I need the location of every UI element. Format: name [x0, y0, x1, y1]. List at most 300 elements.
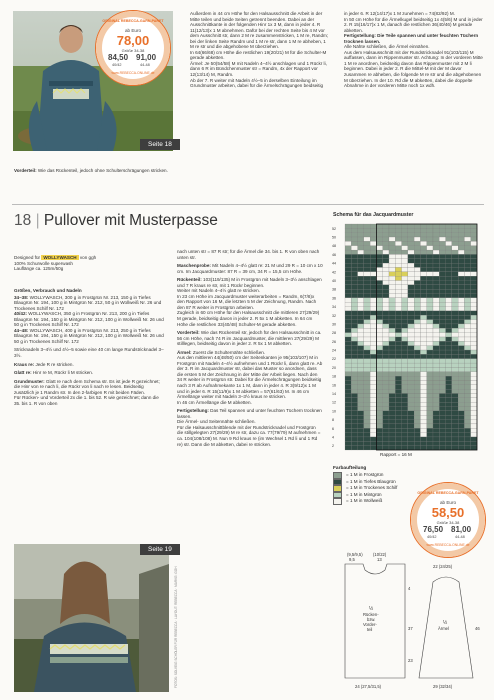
chart-cell	[446, 272, 452, 276]
chart-cell	[427, 246, 433, 250]
chart-cell	[471, 359, 477, 363]
chart-cell	[471, 389, 477, 393]
chart-cell	[389, 337, 395, 341]
chart-cell	[370, 224, 376, 228]
chart-cell	[364, 437, 370, 441]
chart-cell	[408, 298, 414, 302]
chart-cell	[471, 398, 477, 402]
chart-cell	[395, 437, 401, 441]
chart-cell	[351, 328, 357, 332]
chart-cell	[446, 250, 452, 254]
chart-cell	[420, 433, 426, 437]
chart-cell	[433, 411, 439, 415]
para: 34–38: WOLLYWASCH, 300 g in Frostgrün Nr. 213, 150 g in Tiefes Blaugrün Nr. 194, 100 g in Mintgrün Nr. 212, 50 g in Wollweiß Nr. 26 und Trockenes Schilf Nr. 172	[14, 294, 162, 311]
chart-cell	[383, 233, 389, 237]
chart-cell	[345, 337, 351, 341]
chart-cell	[408, 263, 414, 267]
dim-text: 23	[408, 658, 413, 663]
chart-cell	[370, 294, 376, 298]
chart-cell	[351, 341, 357, 345]
chart-cell	[439, 241, 445, 245]
chart-cell	[471, 233, 477, 237]
chart-cell	[408, 302, 414, 306]
chart-cell	[376, 385, 382, 389]
chart-cell	[458, 407, 464, 411]
chart-cell	[452, 367, 458, 371]
chart-cell	[358, 428, 364, 432]
chart-cell	[402, 298, 408, 302]
chart-cell	[389, 328, 395, 332]
chart-cell	[383, 289, 389, 293]
chart-cell	[345, 385, 351, 389]
chart-cell	[433, 394, 439, 398]
chart-cell	[408, 250, 414, 254]
para: Größen, Verbrauch und Nadeln	[14, 288, 82, 293]
chart-cell	[402, 233, 408, 237]
left-instructions	[14, 288, 165, 406]
chart-cell	[376, 302, 382, 306]
chart-cell	[395, 294, 401, 298]
chart-cell	[389, 289, 395, 293]
chart-cell	[389, 263, 395, 267]
chart-cell	[471, 350, 477, 354]
chart-cell	[433, 341, 439, 345]
chart-cell	[420, 324, 426, 328]
dim-text: 29 (32/34)	[433, 684, 453, 689]
chart-cell	[351, 389, 357, 393]
chart-cell	[439, 307, 445, 311]
pattern-title-text: Pullover mit Musterpasse	[43, 212, 218, 229]
chart-cell	[351, 311, 357, 315]
chart-cell	[351, 385, 357, 389]
chart-cell	[420, 446, 426, 450]
chart-cell	[395, 237, 401, 241]
chart-cell	[376, 446, 382, 450]
chart-cell	[389, 389, 395, 393]
chart-cell	[452, 224, 458, 228]
chart-cell	[364, 341, 370, 345]
chart-cell	[395, 441, 401, 445]
chart-cell	[464, 237, 470, 241]
chart-cell	[351, 376, 357, 380]
chart-cell	[364, 285, 370, 289]
chart-cell	[370, 246, 376, 250]
chart-cell	[351, 380, 357, 384]
chart-cell	[439, 359, 445, 363]
chart-cell	[364, 311, 370, 315]
col3-para: Fertigstellung: Die Teile spannen und unter feuchten Tüchern trocknen lassen.	[344, 33, 479, 44]
chart-cell	[402, 437, 408, 441]
chart-cell	[389, 324, 395, 328]
chart-cell	[439, 237, 445, 241]
chart-cell	[402, 324, 408, 328]
chart-cell	[383, 433, 389, 437]
chart-cell	[358, 324, 364, 328]
chart-cell	[427, 241, 433, 245]
chart-cell	[471, 254, 477, 258]
chart-cell	[408, 376, 414, 380]
chart-cell	[364, 367, 370, 371]
chart-cell	[414, 402, 420, 406]
para: Fertigstellung: Das Teil spannen und unter feuchten Tüchern trocknen lassen.	[177, 408, 322, 419]
chart-cell	[471, 437, 477, 441]
chart-cell	[395, 276, 401, 280]
chart-cell	[383, 333, 389, 337]
chart-cell	[439, 267, 445, 271]
chart-cell	[439, 407, 445, 411]
chart-cell	[345, 428, 351, 432]
chart-cell	[395, 446, 401, 450]
chart-cell	[402, 246, 408, 250]
chart-cell	[389, 372, 395, 376]
chart-cell	[433, 320, 439, 324]
chart-cell	[408, 415, 414, 419]
chart-cell	[420, 415, 426, 419]
chart-cell	[370, 411, 376, 415]
chart-cell	[370, 276, 376, 280]
chart-cell	[364, 315, 370, 319]
chart-cell	[471, 424, 477, 428]
chart-cell	[446, 420, 452, 424]
chart-cell	[464, 337, 470, 341]
chart-cell	[464, 281, 470, 285]
chart-cell	[420, 311, 426, 315]
chart-cell	[364, 411, 370, 415]
chart-cell	[414, 307, 420, 311]
chart-cell	[395, 233, 401, 237]
chart-cell	[376, 437, 382, 441]
chart-cell	[389, 411, 395, 415]
chart-cell	[389, 350, 395, 354]
chart-cell	[376, 259, 382, 263]
chart-row-label: 2	[332, 444, 334, 449]
chart-cell	[464, 320, 470, 324]
chart-cell	[420, 289, 426, 293]
chart-cell	[471, 315, 477, 319]
chart-cell	[414, 281, 420, 285]
chart-cell	[351, 307, 357, 311]
chart-cell	[414, 354, 420, 358]
chart-row-label: 24	[332, 348, 336, 353]
chart-cell	[389, 224, 395, 228]
chart-cell	[402, 350, 408, 354]
chart-cell	[351, 289, 357, 293]
chart-cell	[433, 376, 439, 380]
chart-cell	[351, 298, 357, 302]
chart-cell	[402, 237, 408, 241]
chart-cell	[446, 328, 452, 332]
chart-cell	[345, 250, 351, 254]
chart-cell	[427, 372, 433, 376]
chart-cell	[458, 359, 464, 363]
chart-cell	[439, 420, 445, 424]
chart-cell	[414, 420, 420, 424]
chart-cell	[358, 441, 364, 445]
chart-row-label: 40	[332, 279, 336, 283]
chart-cell	[358, 272, 364, 276]
chart-cell	[464, 350, 470, 354]
chart-cell	[351, 267, 357, 271]
chart-cell	[345, 341, 351, 345]
chart-cell	[376, 246, 382, 250]
chart-cell	[414, 224, 420, 228]
chart-cell	[383, 285, 389, 289]
chart-cell	[427, 441, 433, 445]
chart-cell	[402, 354, 408, 358]
chart-cell	[395, 394, 401, 398]
chart-cell	[370, 441, 376, 445]
chart-cell	[364, 407, 370, 411]
chart-cell	[383, 402, 389, 406]
chart-cell	[452, 441, 458, 445]
para: Stricknadeln 3–4½ und 4½–5 sowie eine 40 cm lange Rundstricknadel 3–3½.	[14, 347, 164, 359]
chart-cell	[358, 341, 364, 345]
chart-cell	[464, 389, 470, 393]
chart-cell	[345, 254, 351, 258]
chart-cell	[402, 267, 408, 271]
chart-cell	[427, 289, 433, 293]
chart-cell	[383, 307, 389, 311]
chart-cell	[464, 307, 470, 311]
chart-cell	[402, 407, 408, 411]
chart-cell	[439, 437, 445, 441]
badge-size-2: 40/42	[112, 63, 122, 67]
chart-cell	[452, 359, 458, 363]
chart-cell	[345, 376, 351, 380]
chart-cell	[364, 424, 370, 428]
chart-cell	[345, 437, 351, 441]
chart-cell	[458, 433, 464, 437]
chart-cell	[358, 267, 364, 271]
chart-cell	[446, 372, 452, 376]
chart-cell	[446, 441, 452, 445]
col2-para: Ab der 7. R weiter mit Nadeln 4½–5 in derselben Einteilung im Grundmuster arbeiten, dabei für die Ärmelschrägungen beidseitig	[190, 77, 324, 89]
chart-cell	[446, 398, 452, 402]
chart-cell	[389, 359, 395, 363]
chart-cell	[370, 350, 376, 354]
chart-cell	[420, 333, 426, 337]
chart-cell	[433, 276, 439, 280]
chart-row-label: 14	[332, 392, 336, 396]
chart-cell	[402, 359, 408, 363]
para: Grundmuster: Glatt re nach dem Schema str. Es ist jede R gezeichnet; die Hinr von re nach li, die Rückr von li nach re lesen. Beidseitig zusätzlich je 1 Randm str. In den 2-farbigen R mit beiden Fäden.	[14, 378, 160, 395]
chart-cell	[376, 228, 382, 232]
chart-cell	[345, 281, 351, 285]
chart-cell	[408, 254, 414, 258]
chart-cell	[389, 380, 395, 384]
chart-cell	[383, 298, 389, 302]
chart-cell	[376, 294, 382, 298]
chart-cell	[433, 324, 439, 328]
chart-cell	[458, 307, 464, 311]
chart-cell	[408, 328, 414, 332]
chart-cell	[471, 294, 477, 298]
chart-cell	[458, 272, 464, 276]
para: Kraus re: Jede R re stricken.	[14, 361, 74, 367]
chart-cell	[358, 394, 364, 398]
model-photo-bottom	[14, 544, 169, 692]
chart-cell	[452, 341, 458, 345]
chart-cell	[364, 337, 370, 341]
chart-cell	[439, 363, 445, 367]
chart-cell	[364, 389, 370, 393]
para: Vorderteil: Wie das Rückenteil str, jedoch für den Halsausschnitt in ca. 56 cm Höhe, nach 74 R im Jacquardmuster, die mittleren 27(29/29) M stilllegen, beidseitig davon in jeder 2. R 5x 1 M abketten.	[177, 330, 322, 347]
chart-cell	[345, 320, 351, 324]
chart-cell	[402, 294, 408, 298]
chart-cell	[408, 241, 414, 245]
chart-cell	[458, 402, 464, 406]
chart-cell	[414, 324, 420, 328]
chart-cell	[414, 311, 420, 315]
chart-cell	[351, 354, 357, 358]
chart-cell	[427, 320, 433, 324]
chart-cell	[395, 224, 401, 228]
chart-cell	[364, 281, 370, 285]
chart-cell	[358, 407, 364, 411]
chart-cell	[383, 263, 389, 267]
chart-row-label: 22	[332, 357, 336, 362]
chart-cell	[446, 411, 452, 415]
chart-cell	[452, 289, 458, 293]
chart-cell	[446, 289, 452, 293]
chart-cell	[383, 446, 389, 450]
chart-cell	[458, 398, 464, 402]
chart-cell	[345, 398, 351, 402]
chart-cell	[414, 441, 420, 445]
chart-cell	[427, 446, 433, 450]
chart-cell	[452, 433, 458, 437]
chart-cell	[370, 420, 376, 424]
chart-row-label: 48	[332, 244, 336, 249]
chart-cell	[458, 415, 464, 419]
chart-cell	[383, 241, 389, 245]
chart-cell	[458, 298, 464, 302]
chart-cell	[402, 224, 408, 228]
chart-cell	[389, 228, 395, 232]
chart-row-label: 8	[332, 418, 334, 423]
chart-cell	[345, 285, 351, 289]
chart-cell	[427, 415, 433, 419]
chart-cell	[383, 276, 389, 280]
chart-cell	[389, 428, 395, 432]
chart-cell	[395, 307, 401, 311]
chart-cell	[395, 311, 401, 315]
chart-cell	[433, 294, 439, 298]
chart-cell	[376, 267, 382, 271]
chart-cell	[370, 272, 376, 276]
legend-item: = 1 M in Trockenes Schilf	[333, 485, 453, 492]
chart-cell	[383, 294, 389, 298]
chart-cell	[389, 259, 395, 263]
chart-row-label: 36	[332, 296, 336, 301]
chart-cell	[439, 281, 445, 285]
chart-cell	[345, 263, 351, 267]
chart-cell	[376, 363, 382, 367]
chart-cell	[364, 224, 370, 228]
chart-cell	[364, 402, 370, 406]
chart-cell	[458, 263, 464, 267]
chart-cell	[452, 254, 458, 258]
chart-cell	[464, 415, 470, 419]
chart-row-label: 42	[332, 270, 336, 275]
chart-cell	[364, 363, 370, 367]
chart-cell	[408, 320, 414, 324]
chart-cell	[345, 333, 351, 337]
chart-cell	[439, 259, 445, 263]
dim-text: Vorder-	[363, 622, 377, 627]
chart-cell	[358, 437, 364, 441]
chart-cell	[420, 407, 426, 411]
chart-cell	[464, 298, 470, 302]
chart-cell	[439, 424, 445, 428]
chart-cell	[427, 333, 433, 337]
chart-cell	[427, 302, 433, 306]
chart-cell	[376, 428, 382, 432]
chart-cell	[345, 259, 351, 263]
chart-cell	[408, 424, 414, 428]
chart-cell	[420, 398, 426, 402]
chart-cell	[471, 394, 477, 398]
chart-cell	[408, 389, 414, 393]
chart-cell	[414, 267, 420, 271]
chart-cell	[376, 411, 382, 415]
chart-cell	[345, 272, 351, 276]
chart-cell	[458, 320, 464, 324]
chart-cell	[446, 341, 452, 345]
chart-cell	[370, 437, 376, 441]
chart-cell	[420, 394, 426, 398]
chart-cell	[383, 246, 389, 250]
chart-cell	[358, 372, 364, 376]
chart-cell	[383, 363, 389, 367]
col3-para: In 50 cm Höhe für die Ärmelkugel beidseitig 1x 4(5/6) M und in jeder 2. R 15(16/17)x 1 M, danach die restlichen 36(40/46) M gerade abketten.	[344, 16, 483, 33]
legend-item: = 1 M in Tiefes Blaugrün	[333, 479, 453, 486]
chart-cell	[471, 407, 477, 411]
chart-cell	[471, 289, 477, 293]
legend-item: = 1 M in Mintgrün	[333, 492, 453, 499]
chart-cell	[408, 224, 414, 228]
chart-cell	[439, 398, 445, 402]
chart-cell	[389, 346, 395, 350]
chart-cell	[358, 446, 364, 450]
chart-cell	[458, 363, 464, 367]
chart-cell	[420, 320, 426, 324]
chart-cell	[402, 276, 408, 280]
chart-cell	[464, 359, 470, 363]
chart-cell	[414, 376, 420, 380]
chart-cell	[345, 346, 351, 350]
chart-cell	[376, 311, 382, 315]
chart-cell	[420, 420, 426, 424]
chart-cell	[402, 311, 408, 315]
chart-cell	[402, 411, 408, 415]
chart-cell	[464, 228, 470, 232]
chart-cell	[389, 315, 395, 319]
chart-cell	[345, 446, 351, 450]
chart-cell	[439, 250, 445, 254]
chart-cell	[395, 415, 401, 419]
chart-cell	[471, 385, 477, 389]
chart-cell	[402, 337, 408, 341]
chart-cell	[383, 250, 389, 254]
chart-cell	[427, 407, 433, 411]
chart-cell	[345, 415, 351, 419]
chart-cell	[446, 346, 452, 350]
chart-cell	[471, 281, 477, 285]
chart-cell	[408, 237, 414, 241]
chart-cell	[433, 228, 439, 232]
badge-size-3: 44-48	[455, 535, 465, 539]
